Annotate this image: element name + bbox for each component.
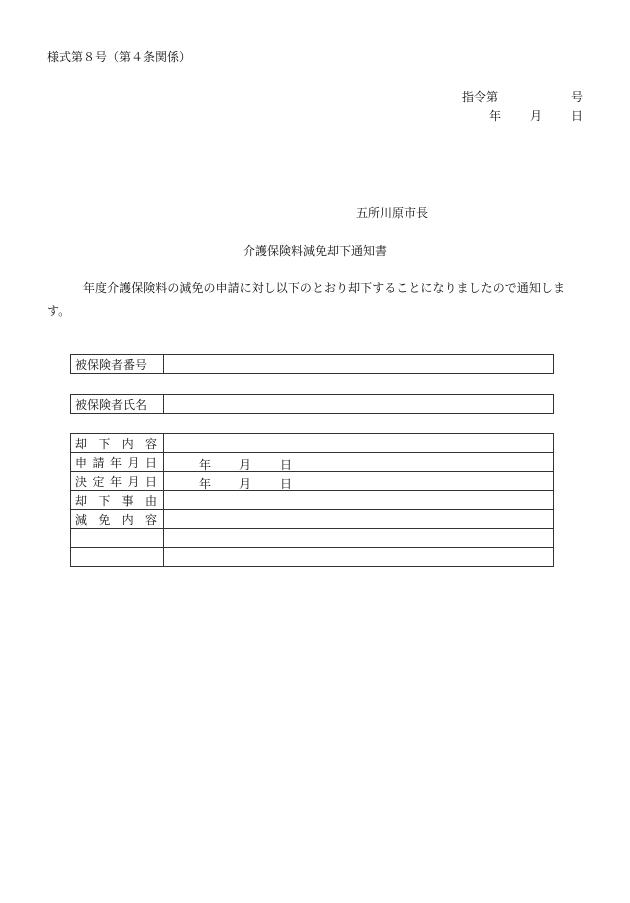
row-value-field[interactable] <box>164 453 554 472</box>
date-day-label: 日 <box>280 458 293 472</box>
issue-date-month: 月 <box>530 109 543 123</box>
table-row <box>71 510 554 529</box>
table-row <box>71 453 554 472</box>
directive-suffix: 号 <box>570 90 583 104</box>
table-row <box>71 529 554 548</box>
insured-name-table <box>70 394 554 414</box>
row-value-field[interactable] <box>164 491 554 510</box>
row-value-field[interactable] <box>164 510 554 529</box>
date-month-label: 月 <box>239 477 252 491</box>
row-label: 減 免 内 容 <box>71 510 164 529</box>
table-row <box>71 434 554 453</box>
rejection-details-table <box>70 433 554 567</box>
document-title: 介護保険料減免却下通知書 <box>242 244 387 258</box>
row-label <box>71 529 164 548</box>
table-row <box>71 472 554 491</box>
table-row <box>71 355 554 374</box>
form-number: 様式第８号（第４条関係） <box>47 50 192 64</box>
row-value-field[interactable] <box>164 529 554 548</box>
date-year-label: 年 <box>199 458 212 472</box>
body-text: 年度介護保険料の減免の申請に対し以下のとおり却下することになりましたので通知します。 <box>47 281 566 318</box>
row-label: 決 定 年 月 日 <box>71 472 164 491</box>
row-value-field[interactable] <box>164 472 554 491</box>
table-row <box>71 395 554 414</box>
row-label: 却 下 事 由 <box>71 491 164 510</box>
directive-prefix: 指令第 <box>462 90 499 104</box>
issue-date-day: 日 <box>571 109 584 123</box>
insured-number-table <box>70 354 554 374</box>
insured-name-label: 被保険者氏名 <box>71 395 164 414</box>
date-year-label: 年 <box>199 477 212 491</box>
table-row <box>71 491 554 510</box>
insured-name-field[interactable] <box>164 395 554 414</box>
row-label <box>71 548 164 567</box>
issuer: 五所川原市長 <box>356 206 429 220</box>
date-day-label: 日 <box>280 477 293 491</box>
row-value-field[interactable] <box>164 548 554 567</box>
row-value-field[interactable] <box>164 434 554 453</box>
date-month-label: 月 <box>239 458 252 472</box>
issue-date-year: 年 <box>489 109 502 123</box>
row-label: 申 請 年 月 日 <box>71 453 164 472</box>
row-label: 却 下 内 容 <box>71 434 164 453</box>
insured-number-field[interactable] <box>164 355 554 374</box>
table-row <box>71 548 554 567</box>
insured-number-label: 被保険者番号 <box>71 355 164 374</box>
